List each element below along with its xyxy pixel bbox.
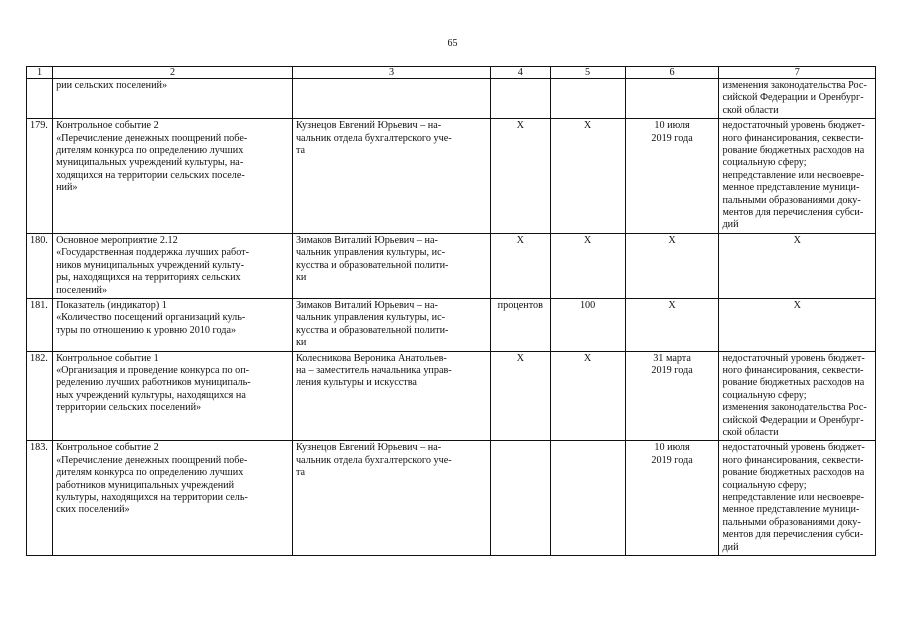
column-header: 2 — [53, 67, 293, 79]
row-name: Показатель (индикатор) 1 «Количество посещений организаций куль- туры по отношению к уровню 2010 года» — [53, 298, 293, 351]
row-value: 100 — [550, 298, 625, 351]
table-row — [27, 79, 876, 119]
page-number: 65 — [447, 38, 458, 49]
row-date: Х — [625, 233, 719, 298]
row-name: рии сельских поселений» — [53, 79, 293, 119]
row-unit: Х — [491, 119, 550, 234]
row-number: 181. — [27, 298, 53, 351]
row-risk: недостаточный уровень бюджет- ного финансирования, секвести- рование бюджетных расходов на социальную сферу; изменения законодательства Рос- сийской Федерации и Оренбург- ской области — [719, 351, 876, 441]
column-header: 7 — [719, 67, 876, 79]
column-header: 5 — [550, 67, 625, 79]
row-unit — [491, 441, 550, 556]
row-value — [550, 79, 625, 119]
row-risk: Х — [719, 298, 876, 351]
column-header: 4 — [491, 67, 550, 79]
row-risk: недостаточный уровень бюджет- ного финансирования, секвести- рование бюджетных расходов на социальную сферу; непредставление или несвоевре- менное представление муници- пальными образованиями доку- ментов для перечисления субси- дий — [719, 119, 876, 234]
table-row — [27, 298, 876, 351]
table-row — [27, 233, 876, 298]
row-unit: Х — [491, 233, 550, 298]
row-responsible: Кузнецов Евгений Юрьевич – на- чальник отдела бухгалтерского уче- та — [292, 119, 490, 234]
row-value: Х — [550, 233, 625, 298]
row-risk: недостаточный уровень бюджет- ного финансирования, секвести- рование бюджетных расходов на социальную сферу; непредставление или несвоевре- менное представление муници- пальными образованиями доку- ментов для перечисления субси- дий — [719, 441, 876, 556]
row-value: Х — [550, 351, 625, 441]
row-unit: процентов — [491, 298, 550, 351]
row-risk: Х — [719, 233, 876, 298]
row-number: 179. — [27, 119, 53, 234]
row-responsible: Кузнецов Евгений Юрьевич – на- чальник отдела бухгалтерского уче- та — [292, 441, 490, 556]
row-number: 182. — [27, 351, 53, 441]
row-risk: изменения законодательства Рос- сийской Федерации и Оренбург- ской области — [719, 79, 876, 119]
row-number: 180. — [27, 233, 53, 298]
table-row — [27, 119, 876, 234]
row-date — [625, 79, 719, 119]
row-responsible — [292, 79, 490, 119]
row-responsible: Колесникова Вероника Анатольев- на – заместитель начальника управ- ления культуры и искусства — [292, 351, 490, 441]
header-row — [27, 67, 876, 79]
table-row — [27, 441, 876, 556]
row-responsible: Зимаков Виталий Юрьевич – на- чальник управления культуры, ис- кусства и образовательной полити- ки — [292, 298, 490, 351]
row-date: 10 июля 2019 года — [625, 441, 719, 556]
row-name: Основное мероприятие 2.12 «Государственная поддержка лучших работ- ников муниципальных учреждений культу- ры, находящихся на территориях сельских поселений» — [53, 233, 293, 298]
row-date: 10 июля 2019 года — [625, 119, 719, 234]
table-row — [27, 351, 876, 441]
column-header: 1 — [27, 67, 53, 79]
row-unit: Х — [491, 351, 550, 441]
plan-table — [26, 66, 876, 556]
row-date: 31 марта 2019 года — [625, 351, 719, 441]
row-name: Контрольное событие 1 «Организация и проведение конкурса по оп- ределению лучших работников муниципаль- ных учреждений культуры, находящихся на территории сельских поселений» — [53, 351, 293, 441]
row-name: Контрольное событие 2 «Перечисление денежных поощрений побе- дителям конкурса по определению лучших муниципальных учреждений культуры, на- ходящихся на территории сельских поселе- ний» — [53, 119, 293, 234]
row-value: Х — [550, 119, 625, 234]
row-unit — [491, 79, 550, 119]
column-header: 3 — [292, 67, 490, 79]
row-responsible: Зимаков Виталий Юрьевич – на- чальник управления культуры, ис- кусства и образовательной полити- ки — [292, 233, 490, 298]
row-name: Контрольное событие 2 «Перечисление денежных поощрений побе- дителям конкурса по определению лучших работников муниципальных учреждений культуры, находящихся на территории сель- ских поселений» — [53, 441, 293, 556]
row-date: Х — [625, 298, 719, 351]
row-value — [550, 441, 625, 556]
column-header: 6 — [625, 67, 719, 79]
row-number: 183. — [27, 441, 53, 556]
row-number — [27, 79, 53, 119]
